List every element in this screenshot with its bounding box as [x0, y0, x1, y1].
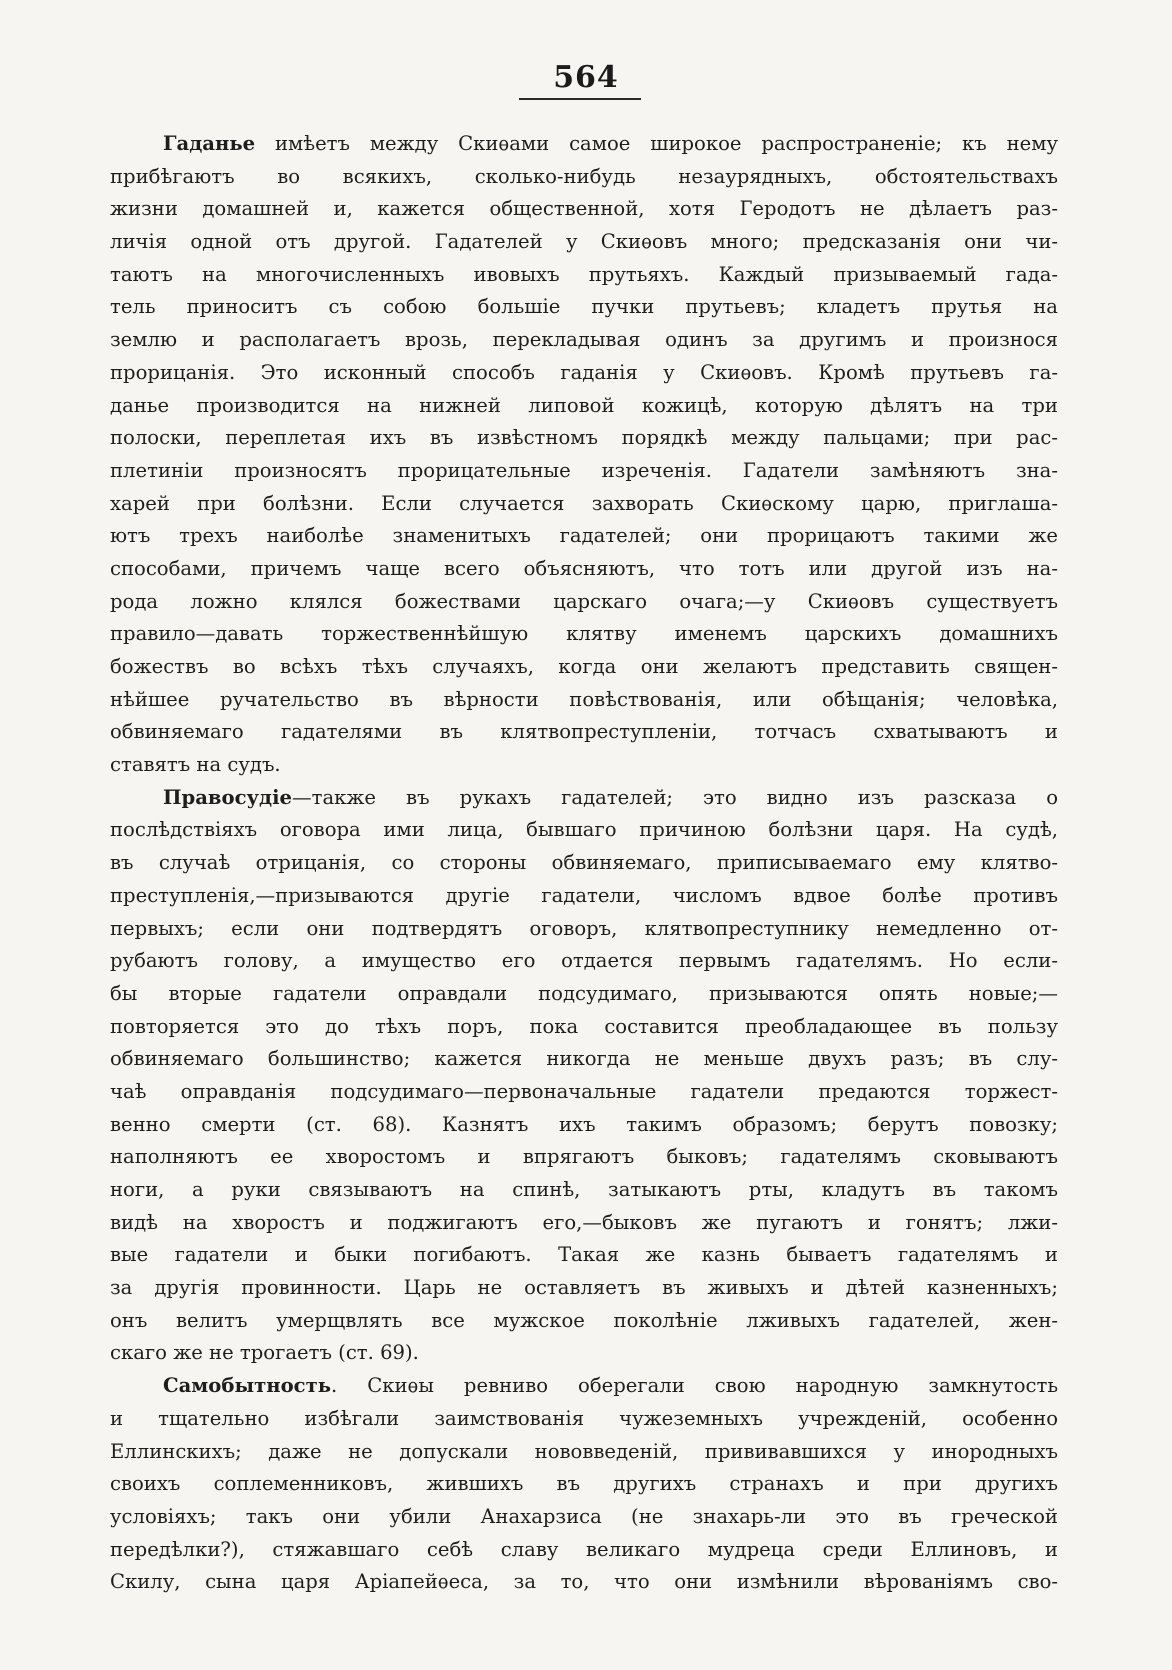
text-line: скаго же не трогаетъ (ст. 69). — [110, 1341, 419, 1365]
text-line: способами, причемъ чаще всего объясняютъ, что тотъ или другой изъ на- — [110, 556, 1058, 580]
text-line: жизни домашней и, кажется общественной, хотя Геродотъ не дѣлаетъ раз- — [110, 197, 1058, 221]
line-text: . Скиѳы ревниво оберегали свою народную замкнутость — [331, 1374, 1058, 1398]
page-number: 564 — [553, 60, 619, 95]
text-line: полоски, переплетая ихъ въ извѣстномъ порядкѣ между пальцами; при рас- — [110, 426, 1058, 450]
text-line: преступленія,—призываются другіе гадатели, числомъ вдвое болѣе противъ — [110, 883, 1058, 907]
text-line: ютъ трехъ наиболѣе знаменитыхъ гадателей; они прорицаютъ такими же — [110, 524, 1058, 548]
paragraph-heading: Правосудіе — [163, 785, 293, 809]
paragraph — [110, 1370, 1058, 1599]
text-line: прорицанія. Это исконный способъ гаданія у Скиѳовъ. Кромѣ прутьевъ га- — [110, 360, 1058, 384]
text-line: личія одной отъ другой. Гадателей у Скиѳовъ много; предсказанія они чи- — [110, 230, 1058, 254]
text-line: условіяхъ; такъ они убили Анахарзиса (не знахарь-ли это въ греческой — [110, 1504, 1058, 1528]
text-line: передѣлки?), стяжавшаго себѣ славу великаго мудреца среди Еллиновъ, и — [110, 1537, 1058, 1561]
text-line: за другія провинности. Царь не оставляетъ въ живыхъ и дѣтей казненныхъ; — [110, 1276, 1058, 1300]
text-line: нѣйшее ручательство въ вѣрности повѣствованія, или обѣщанія; человѣка, — [110, 687, 1058, 711]
text-line: рубаютъ голову, а имущество его отдается первымъ гадателямъ. Но если- — [110, 949, 1058, 973]
line-text: имѣетъ между Скиѳами самое широкое распространеніе; къ нему — [255, 132, 1058, 155]
text-line — [110, 1370, 1058, 1403]
text-line: божествъ во всѣхъ тѣхъ случаяхъ, когда они желаютъ представить священ- — [110, 655, 1058, 678]
text-line — [110, 128, 1058, 161]
text-line: рода ложно клялся божествами царскаго очага;—у Скиѳовъ существуетъ — [110, 589, 1058, 613]
text-line: землю и располагаетъ врозь, перекладывая одинъ за другимъ и произнося — [110, 328, 1058, 352]
text-line: ставятъ на судъ. — [110, 753, 281, 777]
text-line: таютъ на многочисленныхъ ивовыхъ прутьяхъ. Каждый призываемый гада- — [110, 262, 1058, 286]
text-line: данье производится на нижней липовой кожицѣ, которую дѣлятъ на три — [110, 393, 1058, 417]
text-line: первыхъ; если они подтвердятъ оговоръ, клятвопреступнику немедленно от- — [110, 916, 1058, 940]
text-line: тель приноситъ съ собою большіе пучки прутьевъ; кладетъ прутья на — [110, 295, 1058, 319]
text-line: венно смерти (ст. 68). Казнятъ ихъ такимъ образомъ; берутъ повозку; — [110, 1112, 1058, 1136]
text-line: вые гадатели и быки погибаютъ. Такая же казнь бываетъ гадателямъ и — [110, 1243, 1058, 1267]
text-line: своихъ соплеменниковъ, жившихъ въ другихъ странахъ и при другихъ — [110, 1472, 1058, 1496]
text-line: бы вторые гадатели оправдали подсудимаго, призываются опять новые;— — [110, 981, 1058, 1005]
body-text — [110, 128, 1058, 1599]
text-line: обвиняемаго гадателями въ клятвопреступленіи, тотчасъ схватываютъ и — [110, 720, 1058, 744]
text-line: видѣ на хворостъ и поджигаютъ его,—быковъ же пугаютъ и гонятъ; лжи- — [110, 1210, 1058, 1234]
text-line: наполняютъ ее хворостомъ и впрягаютъ быковъ; гадателямъ сковываютъ — [110, 1145, 1058, 1169]
text-line: чаѣ оправданія подсудимаго—первоначальные гадатели предаются торжест- — [110, 1079, 1058, 1103]
text-line: повторяется это до тѣхъ поръ, пока составится преобладающее въ пользу — [110, 1014, 1058, 1038]
paragraph — [110, 128, 1058, 782]
text-line: Скилу, сына царя Аріапейѳеса, за то, что они измѣнили вѣрованіямъ сво- — [110, 1570, 1058, 1594]
paragraph — [110, 782, 1058, 1370]
text-line: правило—давать торжественнѣйшую клятву именемъ царскихъ домашнихъ — [110, 622, 1058, 646]
page-number-rule — [519, 98, 641, 100]
text-line: обвиняемаго большинство; кажется никогда не меньше двухъ разъ; въ слу- — [110, 1047, 1058, 1071]
text-line: харей при болѣзни. Если случается захворать Скиѳскому царю, приглаша- — [110, 491, 1058, 515]
text-line: Еллинскихъ; даже не допускали нововведеній, прививавшихся у инородныхъ — [110, 1439, 1058, 1463]
text-line: плетиніи произносятъ прорицательные изреченія. Гадатели замѣняютъ зна- — [110, 458, 1058, 482]
line-text: —также въ рукахъ гадателей; это видно изъ разсказа о — [292, 785, 1058, 809]
text-line: ноги, а руки связываютъ на спинѣ, затыкаютъ рты, кладутъ въ такомъ — [110, 1178, 1058, 1201]
text-line: послѣдствіяхъ оговора ими лица, бывшаго причиною болѣзни царя. На судѣ, — [110, 818, 1058, 842]
paragraph-heading: Самобытность — [163, 1374, 332, 1398]
text-line: и тщательно избѣгали заимствованія чужеземныхъ учрежденій, особенно — [110, 1406, 1058, 1430]
text-line: въ случаѣ отрицанія, со стороны обвиняемаго, приписываемаго ему клятво- — [110, 851, 1058, 875]
paragraph-heading: Гаданье — [163, 132, 256, 155]
text-line: прибѣгаютъ во всякихъ, сколько-нибудь незаурядныхъ, обстоятельствахъ — [110, 164, 1058, 188]
text-line: онъ велитъ умерщвлять все мужское поколѣніе лживыхъ гадателей, жен- — [110, 1308, 1058, 1332]
text-line — [110, 782, 1058, 815]
